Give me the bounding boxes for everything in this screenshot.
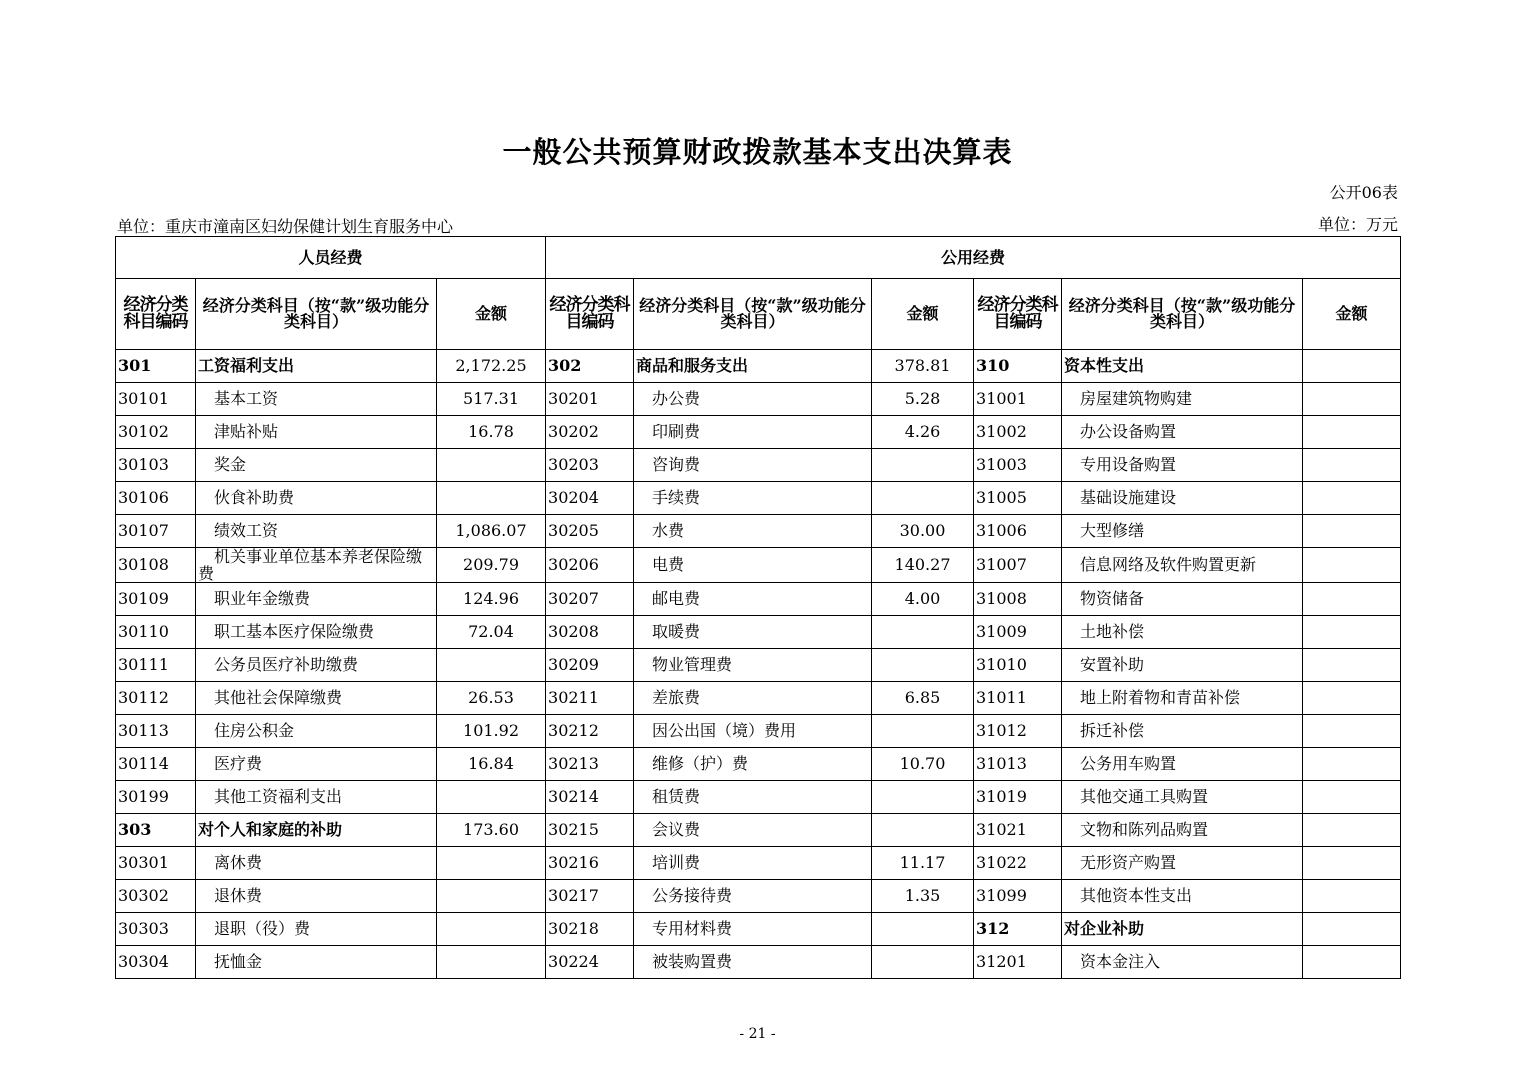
item-code: 30213: [546, 748, 634, 781]
group-header-public: 公用经费: [546, 237, 1401, 279]
item-code: 31011: [974, 682, 1062, 715]
item-name: 退职（役）费: [196, 913, 437, 946]
table-row: [116, 814, 1401, 847]
table-row: [116, 715, 1401, 748]
item-name: 文物和陈列品购置: [1062, 814, 1303, 847]
item-name: 公务用车购置: [1062, 748, 1303, 781]
item-amount: 4.00: [872, 583, 974, 616]
item-code: 30207: [546, 583, 634, 616]
item-name: 职业年金缴费: [196, 583, 437, 616]
item-name: 办公设备购置: [1062, 416, 1303, 449]
item-code: 31010: [974, 649, 1062, 682]
item-amount: [1303, 715, 1401, 748]
page-title: 一般公共预算财政拨款基本支出决算表: [502, 135, 1013, 169]
item-name: 拆迁补偿: [1062, 715, 1303, 748]
item-amount: 124.96: [437, 583, 546, 616]
item-amount: [1303, 383, 1401, 416]
item-amount: [872, 781, 974, 814]
item-amount: [872, 814, 974, 847]
table-row: [116, 416, 1401, 449]
item-amount: 11.17: [872, 847, 974, 880]
item-name: 津贴补贴: [196, 416, 437, 449]
item-name: 伙食补助费: [196, 482, 437, 515]
table-row: [116, 880, 1401, 913]
item-amount: [1303, 350, 1401, 383]
item-name: 奖金: [196, 449, 437, 482]
item-amount: 16.84: [437, 748, 546, 781]
item-code: 31201: [974, 946, 1062, 979]
reporting-unit: 单位：重庆市潼南区妇幼保健计划生育服务中心: [117, 217, 454, 236]
item-amount: 1.35: [872, 880, 974, 913]
item-name: 安置补助: [1062, 649, 1303, 682]
table-row: [116, 482, 1401, 515]
item-code: 30224: [546, 946, 634, 979]
table-row: [116, 682, 1401, 715]
item-name: 因公出国（境）费用: [634, 715, 872, 748]
item-code: 30109: [116, 583, 196, 616]
col-header-code: 经济分类科目编码: [546, 279, 634, 350]
item-code: 30203: [546, 449, 634, 482]
table-row: [116, 583, 1401, 616]
item-amount: 1,086.07: [437, 515, 546, 548]
item-code: 303: [116, 814, 196, 847]
item-amount: [872, 649, 974, 682]
item-name: 咨询费: [634, 449, 872, 482]
item-name: 邮电费: [634, 583, 872, 616]
item-name: 抚恤金: [196, 946, 437, 979]
item-code: 31001: [974, 383, 1062, 416]
form-number: 公开06表: [1329, 183, 1398, 202]
item-name: 资本性支出: [1062, 350, 1303, 383]
col-header-code: 经济分类科目编码: [116, 279, 196, 350]
item-name: 职工基本医疗保险缴费: [196, 616, 437, 649]
item-amount: 72.04: [437, 616, 546, 649]
item-amount: 5.28: [872, 383, 974, 416]
item-code: 31002: [974, 416, 1062, 449]
item-code: 312: [974, 913, 1062, 946]
item-code: 30216: [546, 847, 634, 880]
item-code: 31012: [974, 715, 1062, 748]
item-amount: 101.92: [437, 715, 546, 748]
item-name: 水费: [634, 515, 872, 548]
item-name: 专用材料费: [634, 913, 872, 946]
item-name: 基础设施建设: [1062, 482, 1303, 515]
item-code: 30102: [116, 416, 196, 449]
item-code: 31013: [974, 748, 1062, 781]
item-amount: 517.31: [437, 383, 546, 416]
item-amount: [1303, 649, 1401, 682]
item-amount: 2,172.25: [437, 350, 546, 383]
item-amount: [1303, 880, 1401, 913]
item-name: 其他社会保障缴费: [196, 682, 437, 715]
item-amount: [1303, 847, 1401, 880]
item-code: 30111: [116, 649, 196, 682]
item-code: 30212: [546, 715, 634, 748]
item-amount: [1303, 781, 1401, 814]
table-row: [116, 781, 1401, 814]
item-code: 30214: [546, 781, 634, 814]
item-amount: [872, 482, 974, 515]
item-code: 30103: [116, 449, 196, 482]
item-amount: [1303, 946, 1401, 979]
col-header-name: 经济分类科目（按“款”级功能分类科目）: [196, 279, 437, 350]
table-row: [116, 449, 1401, 482]
item-name: 退休费: [196, 880, 437, 913]
item-code: 30112: [116, 682, 196, 715]
item-name: 公务接待费: [634, 880, 872, 913]
item-name: 被装购置费: [634, 946, 872, 979]
item-name: 基本工资: [196, 383, 437, 416]
item-code: 30107: [116, 515, 196, 548]
item-amount: [872, 913, 974, 946]
item-name: 医疗费: [196, 748, 437, 781]
item-code: 30201: [546, 383, 634, 416]
item-amount: 10.70: [872, 748, 974, 781]
item-code: 30206: [546, 548, 634, 583]
table-row: [116, 548, 1401, 583]
item-code: 31007: [974, 548, 1062, 583]
item-amount: [1303, 913, 1401, 946]
col-header-code: 经济分类科目编码: [974, 279, 1062, 350]
item-name: 会议费: [634, 814, 872, 847]
item-name: 差旅费: [634, 682, 872, 715]
table-row: [116, 748, 1401, 781]
item-name: 土地补偿: [1062, 616, 1303, 649]
item-name: 无形资产购置: [1062, 847, 1303, 880]
item-name: 办公费: [634, 383, 872, 416]
table-row: [116, 847, 1401, 880]
item-name: 手续费: [634, 482, 872, 515]
item-amount: [1303, 548, 1401, 583]
col-header-amount: 金额: [872, 279, 974, 350]
item-amount: 30.00: [872, 515, 974, 548]
item-code: 31009: [974, 616, 1062, 649]
item-name: 公务员医疗补助缴费: [196, 649, 437, 682]
col-header-name: 经济分类科目（按“款”级功能分类科目）: [1062, 279, 1303, 350]
item-code: 30211: [546, 682, 634, 715]
item-code: 30106: [116, 482, 196, 515]
item-amount: [872, 946, 974, 979]
item-name: 地上附着物和青苗补偿: [1062, 682, 1303, 715]
item-amount: [437, 482, 546, 515]
item-code: 30218: [546, 913, 634, 946]
item-amount: [437, 913, 546, 946]
item-name: 物业管理费: [634, 649, 872, 682]
item-code: 31005: [974, 482, 1062, 515]
item-code: 30209: [546, 649, 634, 682]
item-name: 大型修缮: [1062, 515, 1303, 548]
item-name: 住房公积金: [196, 715, 437, 748]
item-code: 30114: [116, 748, 196, 781]
item-amount: [1303, 616, 1401, 649]
item-name: 取暖费: [634, 616, 872, 649]
item-amount: 4.26: [872, 416, 974, 449]
item-amount: [437, 649, 546, 682]
item-amount: [437, 847, 546, 880]
item-amount: [437, 449, 546, 482]
table-row: [116, 350, 1401, 383]
currency-unit: 单位：万元: [1317, 215, 1398, 234]
item-code: 30205: [546, 515, 634, 548]
column-header-row: [116, 279, 1401, 350]
budget-table: [115, 236, 1401, 979]
item-name: 资本金注入: [1062, 946, 1303, 979]
item-code: 301: [116, 350, 196, 383]
item-amount: [1303, 515, 1401, 548]
table-row: [116, 616, 1401, 649]
item-amount: 209.79: [437, 548, 546, 583]
item-name: 商品和服务支出: [634, 350, 872, 383]
item-name: 信息网络及软件购置更新: [1062, 548, 1303, 583]
item-name: 其他资本性支出: [1062, 880, 1303, 913]
item-amount: [1303, 814, 1401, 847]
item-amount: [1303, 416, 1401, 449]
item-code: 30204: [546, 482, 634, 515]
item-code: 30101: [116, 383, 196, 416]
item-code: 30202: [546, 416, 634, 449]
item-code: 30304: [116, 946, 196, 979]
item-name: 机关事业单位基本养老保险缴费: [196, 548, 437, 583]
item-amount: 6.85: [872, 682, 974, 715]
item-code: 31003: [974, 449, 1062, 482]
item-name: 租赁费: [634, 781, 872, 814]
group-header-row: [116, 237, 1401, 279]
item-amount: 173.60: [437, 814, 546, 847]
item-amount: 378.81: [872, 350, 974, 383]
page-number: - 21 -: [739, 1026, 776, 1042]
item-code: 30301: [116, 847, 196, 880]
item-name: 工资福利支出: [196, 350, 437, 383]
item-code: 302: [546, 350, 634, 383]
item-code: 31008: [974, 583, 1062, 616]
item-code: 31022: [974, 847, 1062, 880]
item-code: 30110: [116, 616, 196, 649]
item-amount: 140.27: [872, 548, 974, 583]
item-name: 对企业补助: [1062, 913, 1303, 946]
item-amount: [1303, 449, 1401, 482]
item-name: 印刷费: [634, 416, 872, 449]
table-body: [116, 350, 1401, 979]
item-name: 专用设备购置: [1062, 449, 1303, 482]
table-row: [116, 515, 1401, 548]
table-row: [116, 913, 1401, 946]
table-row: [116, 946, 1401, 979]
item-name: 其他交通工具购置: [1062, 781, 1303, 814]
table-row: [116, 649, 1401, 682]
item-amount: [872, 449, 974, 482]
item-amount: [437, 946, 546, 979]
item-code: 31099: [974, 880, 1062, 913]
item-name: 房屋建筑物购建: [1062, 383, 1303, 416]
group-header-personnel: 人员经费: [116, 237, 546, 279]
item-name: 对个人和家庭的补助: [196, 814, 437, 847]
item-amount: [1303, 748, 1401, 781]
item-amount: [437, 781, 546, 814]
item-amount: [437, 880, 546, 913]
item-code: 30215: [546, 814, 634, 847]
item-amount: [1303, 583, 1401, 616]
item-amount: 26.53: [437, 682, 546, 715]
item-name: 维修（护）费: [634, 748, 872, 781]
item-code: 30303: [116, 913, 196, 946]
item-name: 培训费: [634, 847, 872, 880]
item-code: 30199: [116, 781, 196, 814]
item-code: 310: [974, 350, 1062, 383]
item-name: 离休费: [196, 847, 437, 880]
item-amount: [872, 715, 974, 748]
item-code: 31021: [974, 814, 1062, 847]
item-amount: [1303, 482, 1401, 515]
item-name: 电费: [634, 548, 872, 583]
col-header-name: 经济分类科目（按“款”级功能分类科目）: [634, 279, 872, 350]
item-amount: 16.78: [437, 416, 546, 449]
item-name: 物资储备: [1062, 583, 1303, 616]
col-header-amount: 金额: [437, 279, 546, 350]
table-row: [116, 383, 1401, 416]
item-code: 30113: [116, 715, 196, 748]
item-name: 其他工资福利支出: [196, 781, 437, 814]
item-code: 30108: [116, 548, 196, 583]
col-header-amount: 金额: [1303, 279, 1401, 350]
item-name: 绩效工资: [196, 515, 437, 548]
item-code: 30208: [546, 616, 634, 649]
item-code: 31019: [974, 781, 1062, 814]
item-amount: [1303, 682, 1401, 715]
item-code: 30302: [116, 880, 196, 913]
item-code: 31006: [974, 515, 1062, 548]
item-amount: [872, 616, 974, 649]
item-code: 30217: [546, 880, 634, 913]
